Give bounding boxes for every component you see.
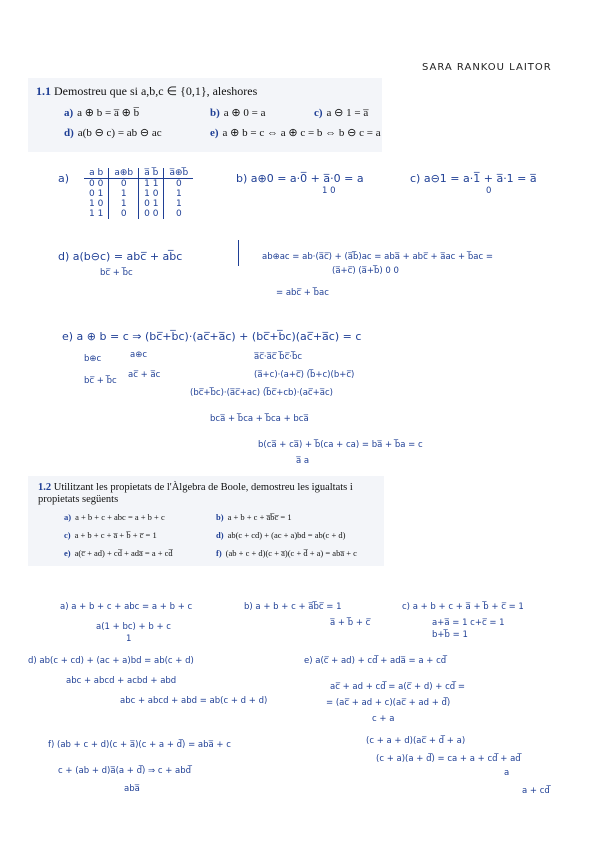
work-e-sub2: (a̅+c)·(a+c̅) (b̅+c)(b+c̅) (254, 370, 355, 380)
work-e-sub4: a̅ a (296, 456, 310, 466)
work2-c-line: c) a + b + c + a̅ + b̅ + c̅ = 1 (402, 602, 524, 612)
work-d-sub1: bc̅ + b̅c (100, 268, 133, 278)
work-e-line4: b(ca̅ + ca̅) + b̅(ca + ca) = ba̅ + b̅a = c (258, 440, 423, 450)
item-b: b) a ⊕ 0 = a (210, 107, 266, 119)
work-d-line1: d) a(b⊖c) = abc̅ + ab̅c (58, 250, 183, 263)
problem-1-2-box (28, 476, 384, 566)
work2-f-right1: (c + a + d)(ac̅ + d̅ + a) (366, 736, 466, 746)
work-e-col2b: ac̅ + a̅c (128, 370, 161, 380)
work2-e-line: e) a(c̅ + ad) + cd̅ + ada̅ = a + cd̅ (304, 656, 447, 666)
work-d-line3: = abc̅ + b̅ac (276, 288, 329, 298)
item-c: c) a ⊖ 1 = a̅ (314, 107, 369, 119)
work2-e-sub1: ac̅ + ad + cd̅ = a(c̅ + d) + cd̅ = (330, 682, 465, 692)
problem-statement: Demostreu que si a,b,c ∈ {0,1}, aleshores (54, 84, 258, 98)
work-e-line2: (bc̅+b̅c)·(a̅c̅+ac) (b̅c̅+cb)·(ac̅+a̅c) (190, 388, 333, 398)
work2-d-sub2: abc + abcd + abd = ab(c + d + d) (120, 696, 268, 706)
work2-f-line: f) (ab + c + d)(c + a̅)(c + a + d̅) = aba̅ + c (48, 740, 231, 750)
problem-1-2-heading (38, 482, 376, 506)
work-e-line1: e) a ⊕ b = c ⇒ (bc̅+b̅c)·(ac̅+a̅c) + (bc̅+b̅c)(ac̅+a̅c) = c (62, 330, 362, 343)
work2-a-sub: a(1 + bc) + b + c (96, 622, 171, 632)
work2-c-sub2: b+b̅ = 1 (432, 630, 468, 640)
work2-a-line: a) a + b + c + abc = a + b + c (60, 602, 193, 612)
work2-e-sub2: = (ac̅ + ad + c)(ac̅ + ad + d̅) (326, 698, 451, 708)
work-b-sub: 1 0 (322, 186, 336, 196)
item-a: a) a + b + c + abc = a + b + c (64, 512, 165, 522)
truth-table: a b a⊕b a̅ b̅ a̅⊕b̅ 0 0 0 1 1 0 0 1 1 1 0 1 1 0 1 0 1 1 1 1 0 0 0 0 (84, 168, 193, 219)
item-b: b) a + b + c + a̅b̅c̅ = 1 (216, 512, 292, 522)
problem-1-1-heading (36, 84, 257, 99)
work2-c-sub1: a+a̅ = 1 c+c̅ = 1 (432, 618, 505, 628)
work2-b-line: b) a + b + c + a̅b̅c̅ = 1 (244, 602, 342, 612)
work-e-line3: bca̅ + b̅ca + b̅ca + bca̅ (210, 414, 309, 424)
work-c-sub: 0 (486, 186, 492, 196)
item-d: d) a(b ⊖ c) = ab ⊖ ac (64, 127, 162, 139)
work2-f-right3: a (504, 768, 510, 778)
work2-f-sub2: aba̅ (124, 784, 140, 794)
item-f: f) (ab + c + d)(c + a̅)(c + d̅ + a) = aba̅ + c (216, 548, 357, 558)
work-c-line: c) a⊖1 = a·1̅ + a̅·1 = a̅ (410, 172, 537, 185)
work-a-label: a) (58, 172, 70, 185)
problem-number: 1.2 (38, 482, 52, 493)
work2-d-sub1: abc + abcd + acbd + abd (66, 676, 177, 686)
item-a: a) a ⊕ b = a̅ ⊕ b̅ (64, 107, 140, 119)
work-d-line2: ab⊕ac = ab·(a̅c̅) + (a̅b̅)ac = aba̅ + abc̅ + a̅ac + b̅ac = (262, 252, 493, 262)
work2-d-line: d) ab(c + cd) + (ac + a)bd = ab(c + d) (28, 656, 194, 666)
work2-e-sub3: c + a (372, 714, 395, 724)
problem-number: 1.1 (36, 84, 51, 98)
item-d: d) ab(c + cd) + (ac + a)bd = ab(c + d) (216, 530, 346, 540)
work-e-col1b: bc̅ + b̅c (84, 376, 117, 386)
work2-f-right2: (c + a)(a + d̅) = ca + a + cd̅ + ad̅ (376, 754, 521, 764)
problem-statement: Utilitzant les propietats de l'Àlgebra de Boole, demostreu les igualtats i propietats següents (38, 482, 353, 505)
problem-1-1-box (28, 78, 382, 152)
student-name: SARA RANKOU LAITOR (422, 62, 552, 73)
work-e-col1: b⊕c (84, 354, 102, 364)
work-e-sub1: a̅c̅·a̅c̅ b̅c̅·b̅c (254, 352, 303, 362)
item-e: e) a ⊕ b = c ⇔ a ⊕ c = b ⇔ b ⊖ c = a (210, 127, 381, 139)
work-d-sub2: (a̅+c̅) (a̅+b̅) 0 0 (332, 266, 399, 276)
item-e: e) a(c̅ + ad) + cd̅ + ada̅ = a + cd̅ (64, 548, 173, 558)
work-e-col2: a⊕c (130, 350, 148, 360)
work2-f-sub1: c + (ab + d)a̅(a + d̅) ⇒ c + abd̅ (58, 766, 192, 776)
work2-f-right4: a + cd̅ (522, 786, 550, 796)
item-c: c) a + b + c + a̅ + b̅ + c̅ = 1 (64, 530, 157, 540)
divider-line (238, 240, 239, 266)
work-b-line: b) a⊕0 = a·0̅ + a̅·0 = a (236, 172, 364, 185)
work2-a-sub2: 1 (126, 634, 132, 644)
work2-b-sub: a̅ + b̅ + c̅ (330, 618, 371, 628)
